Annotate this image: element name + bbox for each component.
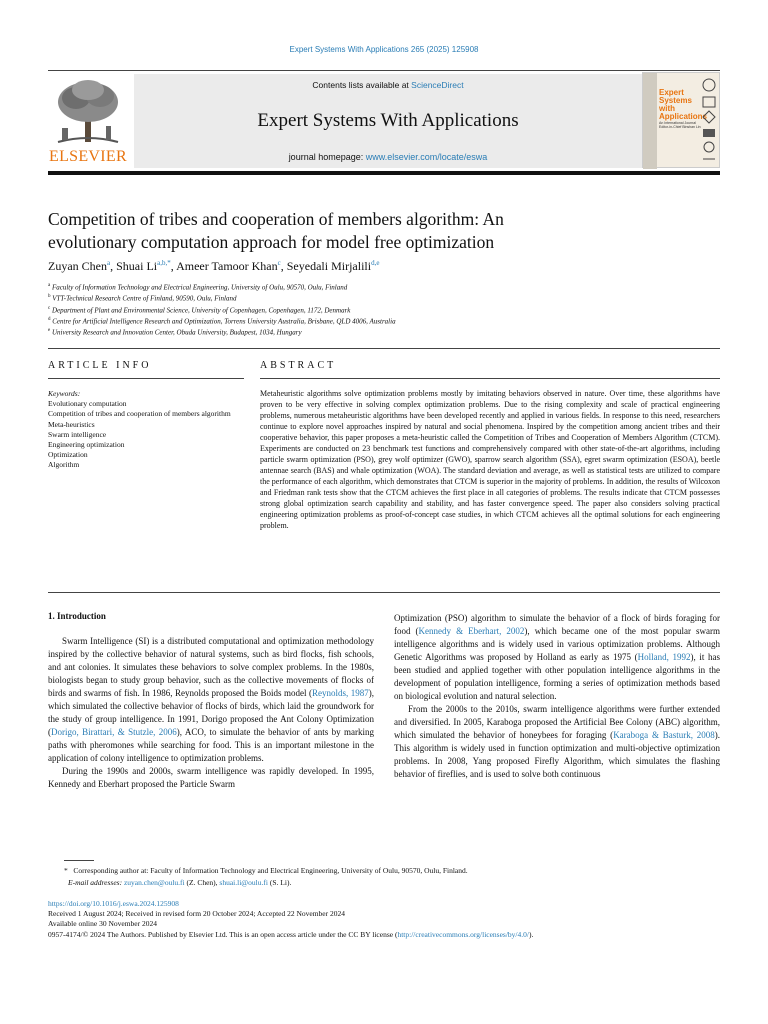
keyword-item: Meta-heuristics (48, 419, 95, 429)
text-run: ), which simulated the collective behavior of flocks of birds, which laid the groundwork for the study of group intelligence. In 1991, Dorigo proposed the Ant Colony Optimization ( (48, 688, 374, 737)
corresponding-author-footnote (64, 865, 720, 889)
email-owner: (S. Li). (269, 878, 292, 887)
paper-title (48, 208, 720, 254)
license-link[interactable]: http://creativecommons.org/licenses/by/4.0/ (397, 929, 529, 939)
citation-link[interactable]: Holland, 1992 (637, 652, 691, 662)
text-run: ), it has been studied and applied together with other population intelligence algorithms in the development of population intelligence, forming a series of optimization methods based on biological evolution and natural selection. (394, 652, 721, 701)
cover-subtitle-text: An International Journal (659, 121, 696, 125)
footnote-rule (64, 860, 94, 861)
license-line (48, 930, 720, 940)
paper-title-line-2: evolutionary computation approach for model free optimization (48, 232, 495, 252)
author-name: Zuyan Chen (48, 259, 107, 273)
article-info-heading: ARTICLE INFO (48, 360, 152, 371)
masthead-top-rule (48, 70, 720, 71)
cover-graphics-icon (701, 77, 717, 163)
publisher-name: ELSEVIER (49, 148, 127, 165)
intro-right-column (394, 612, 720, 781)
email-line (64, 877, 720, 889)
available-online-date: Available online 30 November 2024 (48, 919, 157, 929)
journal-cover-thumbnail[interactable] (642, 72, 720, 168)
contents-prefix: Contents lists available at (312, 80, 412, 90)
corresponding-line (64, 865, 720, 877)
affiliation-text: Department of Plant and Environmental Science, University of Copenhagen, Copenhagen, 1172, Denmark (51, 305, 351, 314)
affiliation-mark: d (48, 316, 51, 322)
journal-masthead (48, 70, 720, 170)
author-affiliation-mark[interactable]: c (277, 259, 281, 267)
citation-link[interactable]: Karaboga & Basturk, 2008 (613, 730, 715, 740)
affiliation-text: VTT-Technical Research Centre of Finland, 90590, Oulu, Finland (52, 294, 237, 303)
keyword-item: Engineering optimization (48, 440, 125, 450)
homepage-line (134, 152, 642, 162)
keyword-item: Optimization (48, 450, 88, 460)
license-text: 0957-4174/© 2024 The Authors. Published by Elsevier Ltd. This is an open access article under the CC BY license ( (48, 929, 398, 939)
email-label: E-mail addresses: (68, 878, 123, 887)
text-run: Swarm Intelligence (SI) is a distributed computational and optimization methodology inspired by the collective behavior of natural systems, such as bird flocks, fish schools, and ant colonies. It simulates these behaviors to solve complex problems. In the 1980s, biologists began to study group behavior, such as the collective movements of flocks of birds and swarms of fish. In 1986, Reynolds proposed the Boids model ( (48, 636, 374, 698)
affiliation-mark: b (48, 294, 51, 300)
intro-paragraph (394, 612, 720, 703)
elsevier-logo[interactable] (48, 78, 128, 166)
affiliation-mark: a (48, 283, 51, 288)
affiliation-list (48, 281, 720, 338)
citation-link[interactable]: Reynolds, 1987 (311, 688, 369, 698)
article-front-matter (48, 899, 720, 940)
keyword-item: Swarm intelligence (48, 429, 107, 439)
doi-link[interactable]: https://doi.org/10.1016/j.eswa.2024.125908 (48, 899, 179, 908)
email-owner: (Z. Chen), (186, 878, 218, 887)
author-affiliation-mark[interactable]: d,e (371, 259, 380, 267)
homepage-prefix: journal homepage: (288, 152, 366, 162)
text-run: ), ACO, to simulate the behavior of ants by marking paths with pheromones while searching for food. This is an important milestone in the application of colony intelligence to optimization problems. (48, 727, 375, 763)
affiliation-item (48, 304, 720, 315)
cover-subtitle (659, 121, 701, 129)
text-run: From the 2000s to the 2010s, swarm intelligence algorithms were further extended and diversified. In 2005, Karaboga proposed the Artificial Bee Colony (ABC) algorithm, which simulated the behavior of honeybees for foraging ( (394, 704, 720, 740)
abstract-rule (260, 378, 720, 379)
citation-link[interactable]: Dorigo, Birattari, & Stutzle, 2006 (51, 727, 177, 737)
received-dates: Received 1 August 2024; Received in revised form 20 October 2024; Accepted 22 November 2024 (48, 909, 346, 919)
footnote-mark: * (64, 866, 68, 875)
email-link[interactable]: shuai.li@oulu.fi (219, 878, 268, 887)
affiliation-item (48, 292, 720, 303)
affiliation-mark: c (48, 305, 51, 311)
keywords-label: Keywords: (48, 389, 81, 398)
cover-stripe (643, 73, 657, 169)
cover-editor-text: Editor-in-Chief Binshan Lin (659, 125, 701, 129)
abstract-text: Metaheuristic algorithms solve optimization problems mostly by imitating behaviors observed in nature. Over time, these algorithms have proven to be very effective in solving complex optimization problems. Due to the rising complexity and scale of practical engineering problems, numerous metaheuristic algorithms have been developed recently and applied in various fields. In response to this need, researchers continue to explore novel approaches inspired by natural and social phenomena. Inspired by the competition among ancient tribes and their cooperative behavior, this paper proposes a meta-heuristic called the Competition of Tribes and Cooperation of Members Algorithm (CTCM). Experiments are conducted on 23 benchmark test functions and comprehensively compared with other state-of-the-art algorithms, including particle swarm optimization (PSO), grey wolf optimizer (GWO), sparrow search algorithm (SSA), egret swarm optimization (ESOA), beetle antennae search (BAS) and whale optimization (WOA). The standard deviation and average, as well as statistical tests are utilized to compare the performance of each algorithm, which demonstrates that CTCM is superior in the majority of problems. In addition, the results of Wilcoxon and Friedman rank tests show that the CTCM achieves the first place in all categories of problems. The results indicate that CTCM possesses strong global optimization search capability and stability, and has faster convergence speed. The paper also considers solving practical engineering optimization problems as proof-of-concept case studies, in which CTCM achieves all the optimal solutions for each engineering problem. (260, 389, 720, 530)
license-text-end: ). (528, 929, 534, 939)
author-name: Ameer Tamoor Khan (176, 259, 278, 273)
keywords-block (48, 389, 244, 471)
abstract-bottom-rule (48, 592, 720, 593)
journal-title: Expert Systems With Applications (257, 110, 519, 131)
intro-heading: 1. Introduction (48, 611, 106, 621)
affiliation-item (48, 315, 720, 326)
intro-paragraph (48, 635, 374, 765)
affiliation-item (48, 326, 720, 337)
intro-left-column (48, 610, 374, 791)
sciencedirect-link[interactable]: ScienceDirect (411, 80, 464, 90)
text-run: ). This algorithm is widely used in function optimization and multi-objective optimization problems. In 2008, Yang proposed Firefly Algorithm, which simulates the flashing behavior of fireflies, and is used to solve both continuous (394, 730, 721, 779)
front-section-rule (48, 348, 720, 349)
paper-title-line-1: Competition of tribes and cooperation of members algorithm: An (48, 209, 504, 229)
corresponding-text: Corresponding author at: Faculty of Information Technology and Electrical Engineering, University of Oulu, 90570, Oulu, Finland. (73, 866, 468, 875)
intro-paragraph (394, 703, 720, 781)
intro-paragraph: During the 1990s and 2000s, swarm intelligence was rapidly developed. In 1995, Kennedy and Eberhart proposed the Particle Swarm (48, 766, 374, 789)
author-affiliation-mark[interactable]: a,b,* (157, 259, 171, 267)
author-list: Zuyan Chen$^a$, Shuai $Li^{a,b,*}$, Ameer Tamoor Khan$^c$, Seyedali Mirjalili$^{d,e}$ (48, 259, 380, 273)
affiliation-item (48, 281, 720, 292)
author-affiliation-mark[interactable]: a (107, 259, 111, 267)
journal-banner (134, 74, 642, 168)
masthead-bottom-rule (48, 171, 720, 175)
citation-link[interactable]: Kennedy & Eberhart, 2002 (418, 626, 525, 636)
affiliation-mark: e (48, 328, 51, 334)
homepage-link[interactable]: www.elsevier.com/locate/eswa (365, 152, 488, 162)
keyword-item: Algorithm (48, 460, 80, 470)
abstract-heading: ABSTRACT (260, 360, 337, 371)
contents-line (134, 80, 642, 90)
author-name: Seyedali Mirjalili (286, 259, 372, 273)
text-run: ), which became one of the most popular swarm intelligence algorithms and is widely used in various optimization problems. Although Genetic Algorithms was proposed by Holland as early as 1975 ( (394, 626, 720, 662)
affiliation-text: Centre for Artificial Intelligence Research and Optimization, Torrens University Australia, Brisbane, QLD 4006, Australia (52, 317, 396, 326)
text-run: Optimization (PSO) algorithm to simulate the behavior of a flock of birds foraging for food ( (394, 613, 720, 636)
author-name: Shuai Li (116, 259, 158, 273)
affiliation-text: University Research and Innovation Center, Obuda University, Budapest, 1034, Hungary (51, 328, 302, 337)
cover-title: Expert Systems with Applications (659, 88, 708, 121)
article-info-rule (48, 378, 244, 379)
keyword-item: Evolutionary computation (48, 399, 127, 409)
tree-logo-icon (48, 78, 128, 148)
journal-citation[interactable]: Expert Systems With Applications 265 (2025) 125908 (289, 45, 479, 54)
email-link[interactable]: zuyan.chen@oulu.fi (123, 878, 185, 887)
keyword-item: Competition of tribes and cooperation of members algorithm (48, 409, 231, 419)
affiliation-text: Faculty of Information Technology and Electrical Engineering, University of Oulu, 90570, Oulu, Finland (51, 283, 348, 292)
